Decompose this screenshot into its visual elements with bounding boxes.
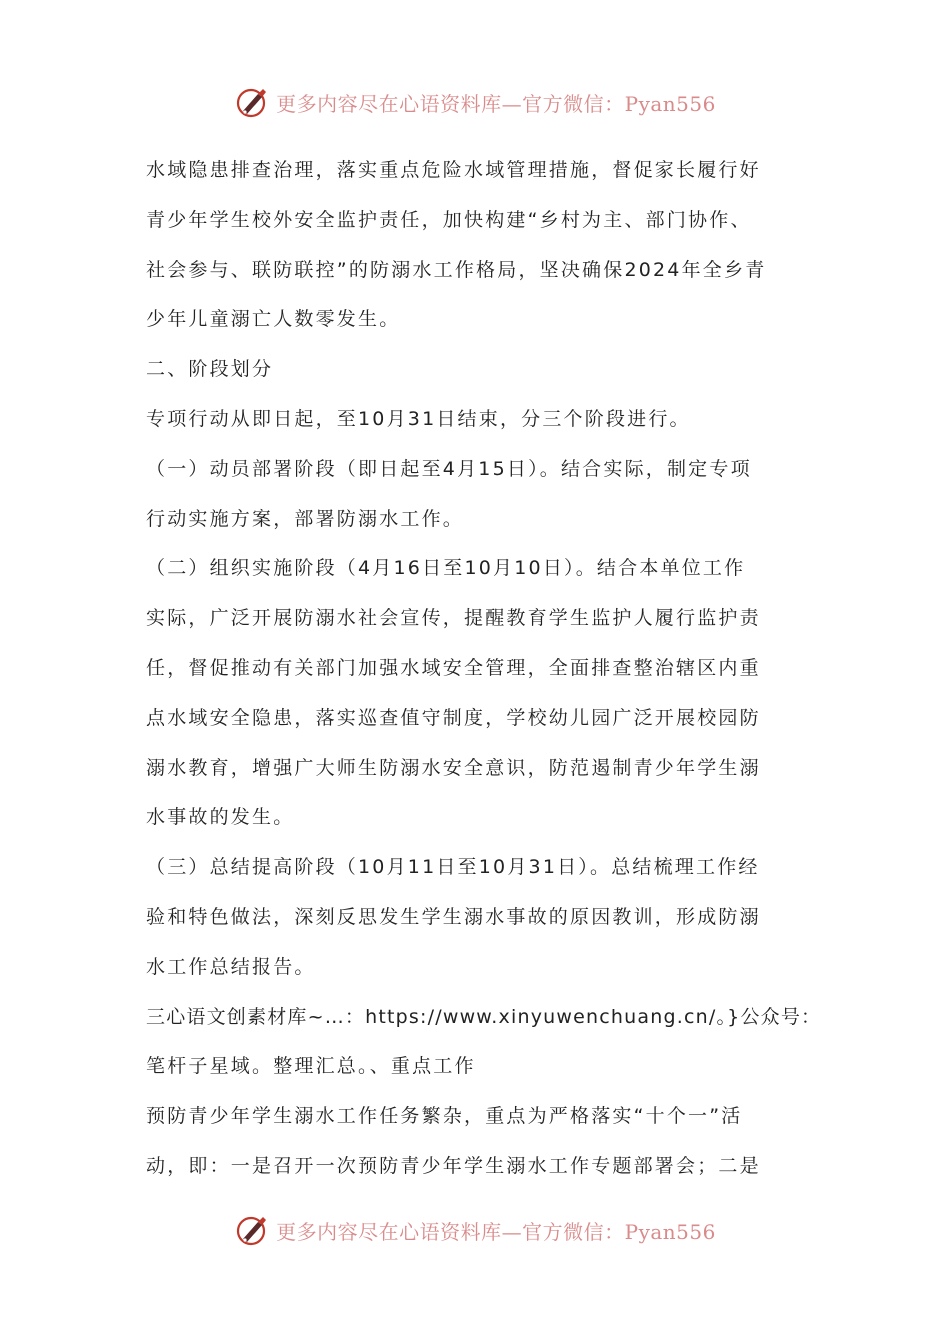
- body-line-14: 水事故的发生。: [146, 806, 295, 829]
- pen-logo-icon: [234, 84, 270, 120]
- footer-watermark-banner: [0, 1208, 950, 1252]
- pen-logo-icon: [234, 1212, 270, 1248]
- body-line-13: 溺水教育，增强广大师生防溺水安全意识，防范遏制青少年学生溺: [146, 756, 761, 779]
- body-line-1: 水域隐患排查治理，落实重点危险水域管理措施，督促家长履行好: [146, 159, 761, 181]
- body-line-8: 行动实施方案，部署防溺水工作。: [146, 507, 465, 530]
- body-line-9: （二）组织实施阶段（4月16日至10月10日）。结合本单位工作: [146, 557, 746, 580]
- body-line-18: 三心语文创素材库~…：https://www.xinyuwenchuang.cn/。}公众号：: [146, 1005, 822, 1028]
- body-line-12: 点水域安全隐患，落实巡查值守制度，学校幼儿园广泛开展校园防: [146, 706, 761, 729]
- body-line-3: 社会参与、联防联控”的防溺水工作格局，坚决确保2024年全乡青: [146, 258, 767, 281]
- body-line-20: 预防青少年学生溺水工作任务繁杂，重点为严格落实“十个一”活: [146, 1105, 743, 1128]
- section-heading-stages: 二、阶段划分: [146, 358, 274, 381]
- body-line-15: （三）总结提高阶段（10月11日至10月31日）。总结梳理工作经: [146, 856, 760, 879]
- footer-watermark-text: 更多内容尽在心语资料库—官方微信：Pyan556: [276, 1219, 716, 1244]
- body-line-16: 验和特色做法，深刻反思发生学生溺水事故的原因教训，形成防溺: [146, 905, 761, 928]
- body-line-7: （一）动员部署阶段（即日起至4月15日）。结合实际，制定专项: [146, 457, 752, 480]
- body-line-11: 任，督促推动有关部门加强水域安全管理，全面排查整治辖区内重: [146, 656, 761, 679]
- header-watermark-banner: [0, 80, 950, 124]
- body-line-21: 动，即：一是召开一次预防青少年学生溺水工作专题部署会；二是: [146, 1154, 761, 1177]
- body-line-10: 实际，广泛开展防溺水社会宣传，提醒教育学生监护人履行监护责: [146, 607, 761, 630]
- body-line-17: 水工作总结报告。: [146, 955, 316, 978]
- header-watermark-text: 更多内容尽在心语资料库—官方微信：Pyan556: [276, 91, 716, 116]
- document-body: [146, 146, 822, 1192]
- body-line-19: 笔杆子星域。整理汇总。、重点工作: [146, 1055, 476, 1078]
- body-line-4: 少年儿童溺亡人数零发生。: [146, 308, 401, 331]
- body-line-6: 专项行动从即日起，至10月31日结束，分三个阶段进行。: [146, 407, 691, 430]
- body-line-2: 青少年学生校外安全监护责任，加快构建“乡村为主、部门协作、: [146, 208, 752, 231]
